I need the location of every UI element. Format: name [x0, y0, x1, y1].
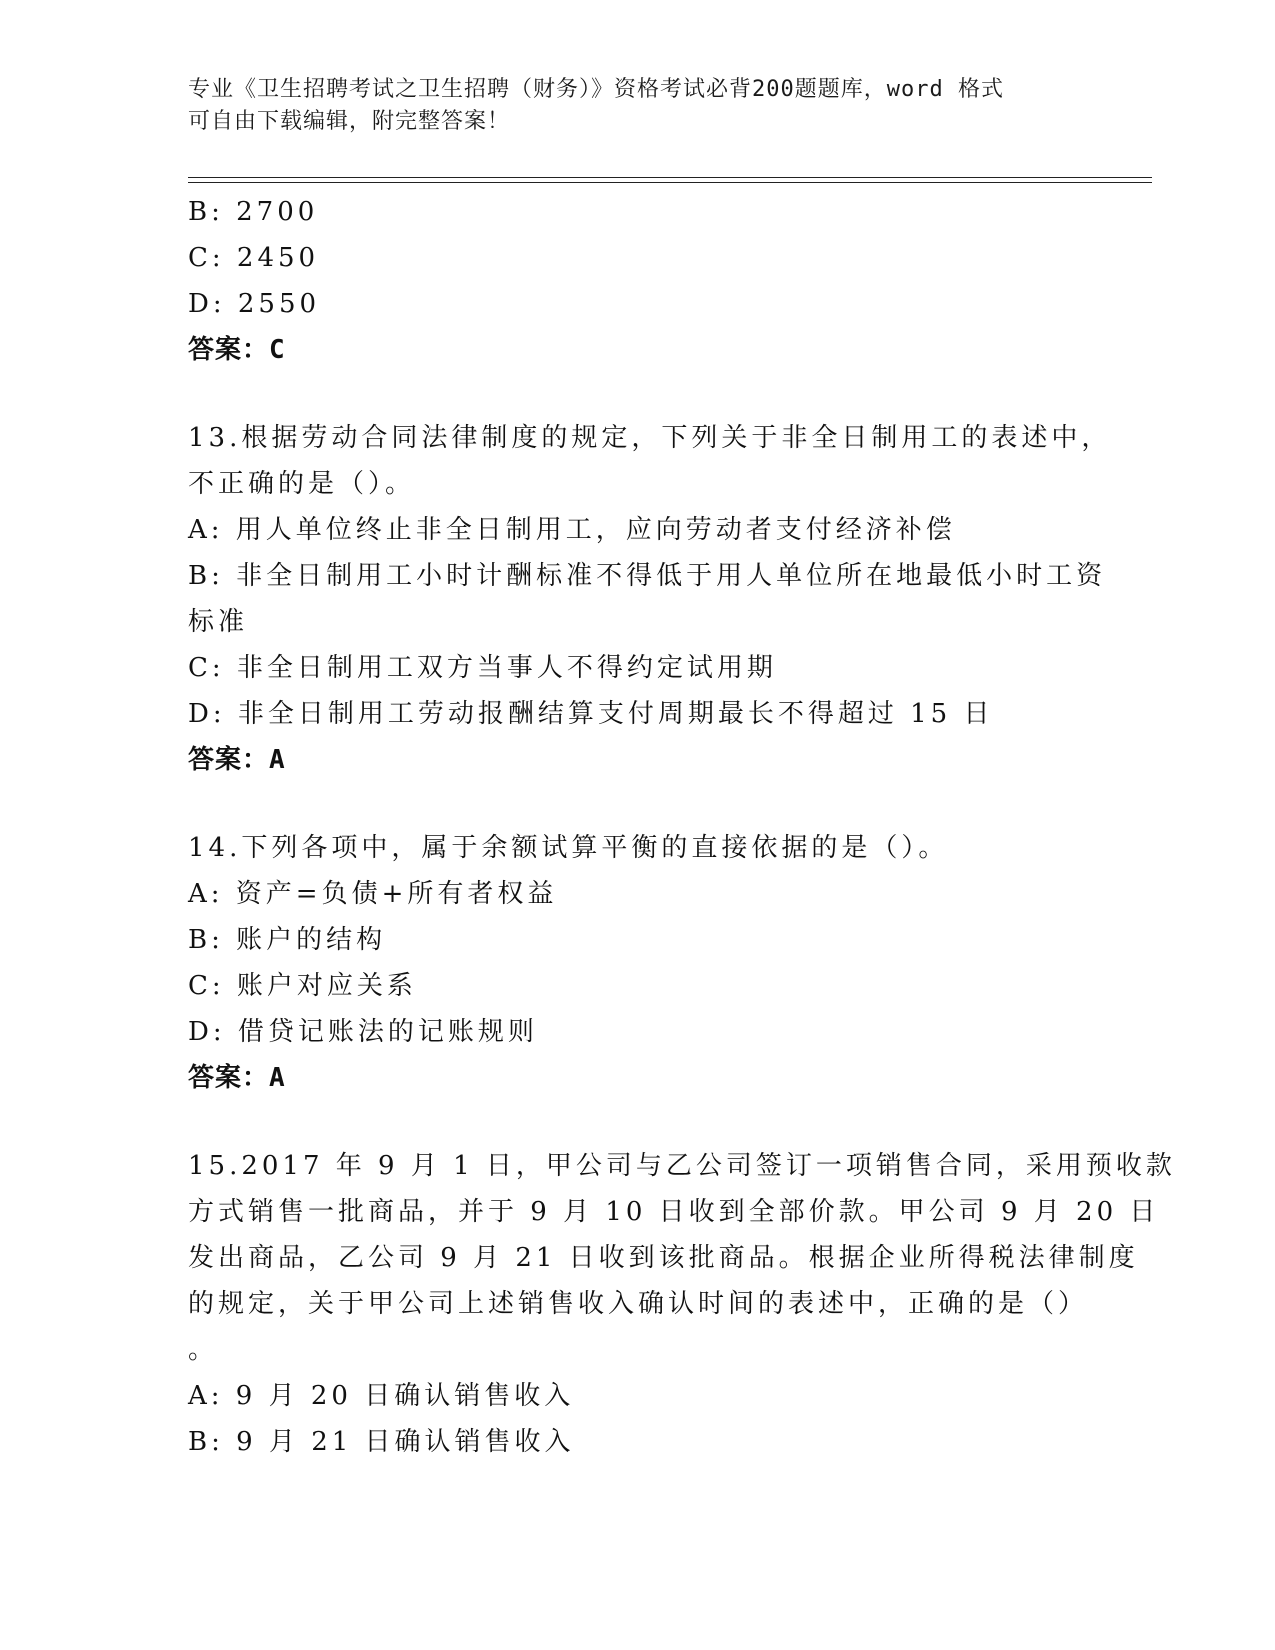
q13-option-c: C: 非全日制用工双方当事人不得约定试用期: [188, 653, 777, 683]
header-divider-bottom: [188, 182, 1152, 183]
q15-stem-line-5: 。: [188, 1335, 219, 1365]
q12-answer: 答案：C: [188, 335, 286, 365]
q13-option-a: A: 用人单位终止非全日制用工，应向劳动者支付经济补偿: [188, 515, 956, 545]
q15-stem-line-2: 方式销售一批商品，并于 9 月 10 日收到全部价款。甲公司 9 月 20 日: [188, 1197, 1160, 1227]
question-12: [188, 189, 1088, 373]
q13-answer: 答案：A: [188, 745, 286, 775]
q12-option-c: C: 2450: [188, 243, 320, 273]
q13-option-b-line-2: 标准: [188, 607, 249, 637]
q14-option-b: B: 账户的结构: [188, 925, 387, 955]
question-spacer: [188, 1101, 1088, 1143]
q14-option-a: A: 资产=负债+所有者权益: [188, 879, 558, 909]
q15-option-b: B: 9 月 21 日确认销售收入: [188, 1427, 575, 1457]
q14-stem: 14.下列各项中，属于余额试算平衡的直接依据的是（）。: [188, 833, 949, 863]
q12-option-b: B: 2700: [188, 197, 319, 227]
header-title-line-2: 可自由下载编辑，附完整答案！: [188, 109, 511, 134]
q13-option-d: D: 非全日制用工劳动报酬结算支付周期最长不得超过 15 日: [188, 699, 994, 729]
question-13: [188, 415, 1112, 783]
question-15: [188, 1143, 1176, 1465]
q13-stem-line-2: 不正确的是（）。: [188, 469, 416, 499]
q14-answer: 答案：A: [188, 1063, 286, 1093]
q14-option-d: D: 借贷记账法的记账规则: [188, 1017, 538, 1047]
q13-stem-line-1: 13.根据劳动合同法律制度的规定，下列关于非全日制用工的表述中，: [188, 423, 1112, 453]
q15-option-a: A: 9 月 20 日确认销售收入: [188, 1381, 575, 1411]
question-spacer: [188, 373, 1088, 415]
q13-option-b-line-1: B: 非全日制用工小时计酬标准不得低于用人单位所在地最低小时工资: [188, 561, 1107, 591]
header-title-line-1: 专业《卫生招聘考试之卫生招聘（财务）》资格考试必背200题题库，word 格式: [188, 77, 1004, 102]
question-14: [188, 825, 1088, 1101]
q15-stem-line-1: 15.2017 年 9 月 1 日，甲公司与乙公司签订一项销售合同，采用预收款: [188, 1151, 1176, 1181]
question-spacer: [188, 783, 1088, 825]
q15-stem-line-4: 的规定，关于甲公司上述销售收入确认时间的表述中，正确的是（）: [188, 1289, 1089, 1319]
q12-option-d: D: 2550: [188, 289, 321, 319]
header-divider-top: [188, 177, 1152, 178]
q15-stem-line-3: 发出商品，乙公司 9 月 21 日收到该批商品。根据企业所得税法律制度: [188, 1243, 1139, 1273]
document-header: [188, 74, 1068, 138]
question-list: [188, 189, 1176, 1465]
q14-option-c: C: 账户对应关系: [188, 971, 417, 1001]
